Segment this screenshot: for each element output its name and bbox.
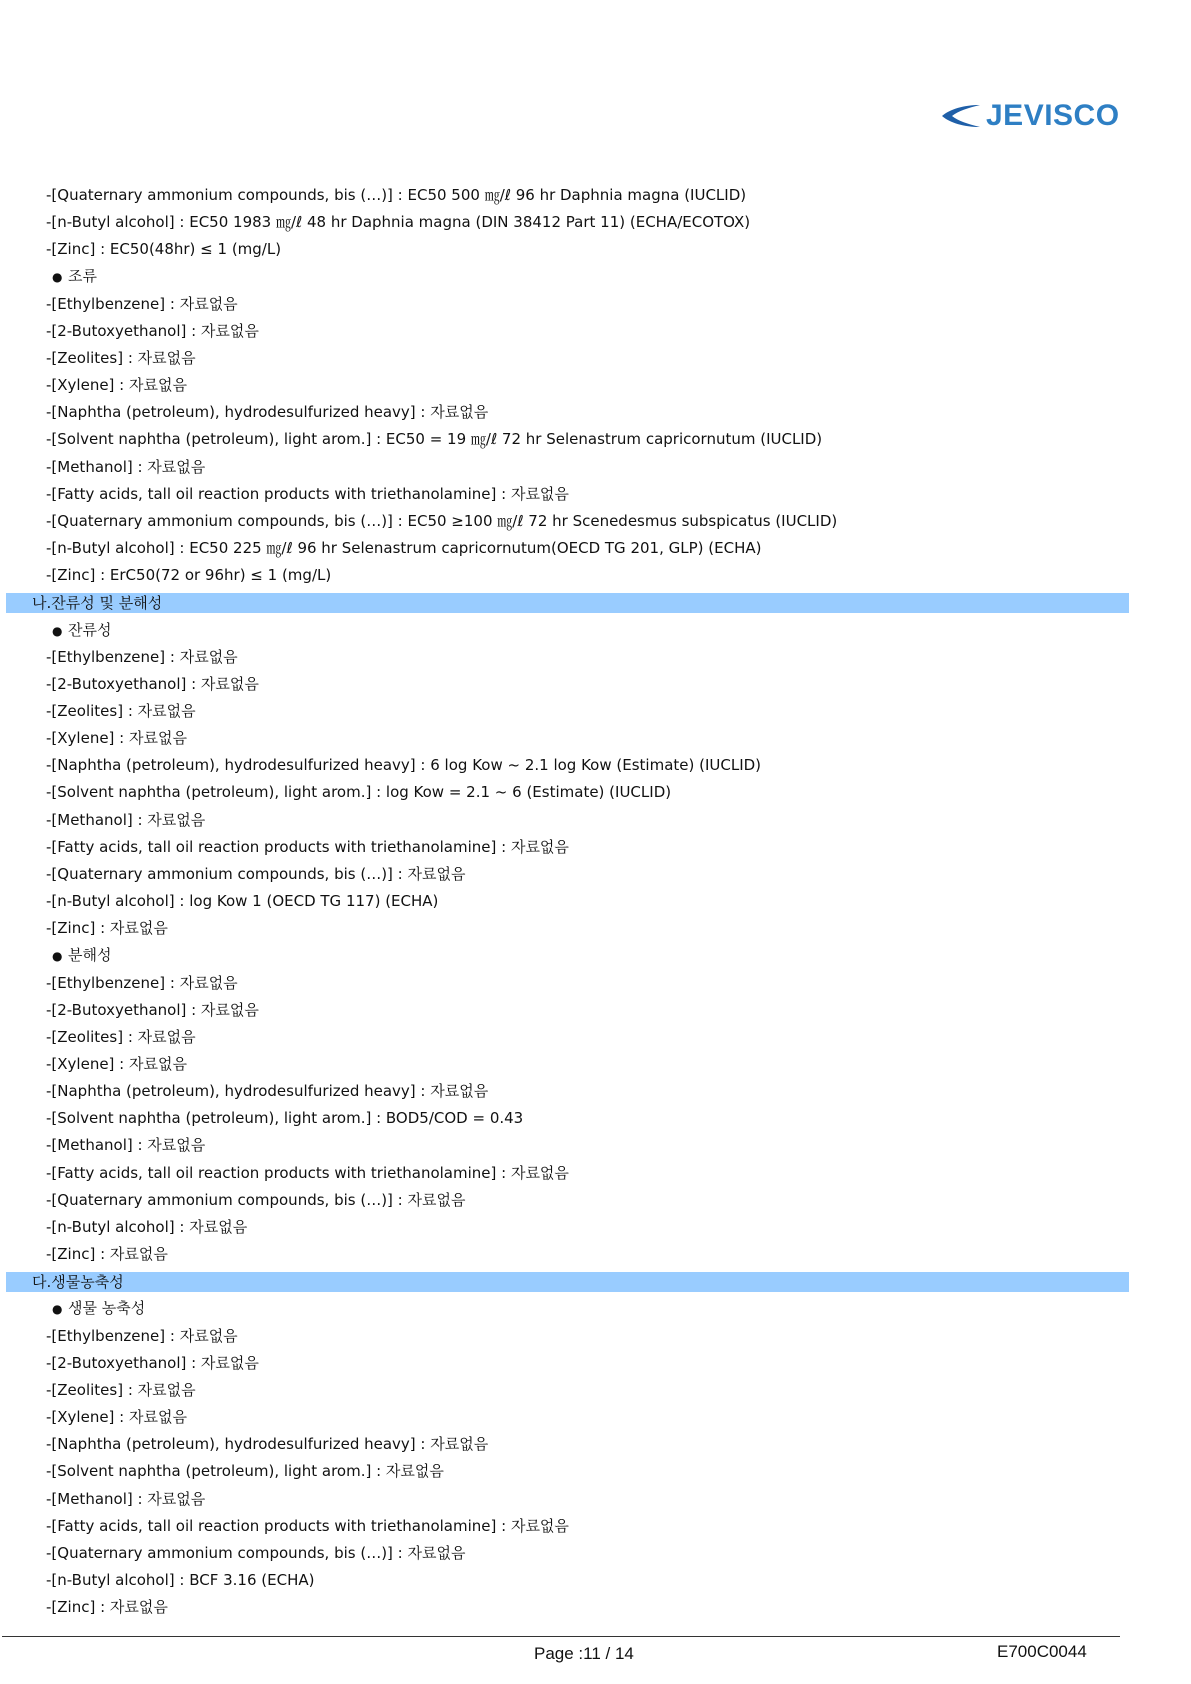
row-text: -[Zinc] : ErC50(72 or 96hr) ≤ 1 (mg/L) xyxy=(46,566,332,585)
subsection-bullet xyxy=(0,1295,1191,1322)
list-item xyxy=(0,372,1191,399)
list-item xyxy=(0,888,1191,915)
row-text: -[2-Butoxyethanol] : 자료없음 xyxy=(46,1000,259,1019)
row-text: -[Zeolites] : 자료없음 xyxy=(46,1027,196,1046)
footer-divider xyxy=(2,1636,1120,1637)
list-item xyxy=(0,535,1191,562)
list-item xyxy=(0,562,1191,589)
list-item xyxy=(0,1540,1191,1567)
list-item xyxy=(0,779,1191,806)
list-item xyxy=(0,644,1191,671)
row-text: 나.잔류성 및 분해성 xyxy=(32,593,163,612)
row-text: -[Naphtha (petroleum), hydrodesulfurized heavy] : 자료없음 xyxy=(46,1082,489,1101)
list-item xyxy=(0,209,1191,236)
row-text: -[Xylene] : 자료없음 xyxy=(46,376,187,395)
list-item xyxy=(0,997,1191,1024)
bullet-dot-icon: ● xyxy=(52,1302,63,1317)
row-text: -[Naphtha (petroleum), hydrodesulfurized heavy] : 자료없음 xyxy=(46,403,489,422)
list-item xyxy=(0,1078,1191,1105)
list-item xyxy=(0,970,1191,997)
company-logo xyxy=(940,96,1125,136)
list-item xyxy=(0,1404,1191,1431)
row-text: -[Zinc] : EC50(48hr) ≤ 1 (mg/L) xyxy=(46,240,282,259)
list-item xyxy=(0,291,1191,318)
bullet-dot-icon: ● xyxy=(52,623,63,638)
row-text: -[Quaternary ammonium compounds, bis (…)] : 자료없음 xyxy=(46,864,466,883)
subsection-bullet xyxy=(0,942,1191,969)
row-text: -[Quaternary ammonium compounds, bis (…)] : 자료없음 xyxy=(46,1543,466,1562)
list-item xyxy=(0,861,1191,888)
row-text: -[Methanol] : 자료없음 xyxy=(46,810,206,829)
row-text: 생물 농축성 xyxy=(68,1299,146,1318)
row-text: -[n-Butyl alcohol] : BCF 3.16 (ECHA) xyxy=(46,1570,315,1589)
list-item xyxy=(0,1377,1191,1404)
list-item xyxy=(0,1105,1191,1132)
list-item xyxy=(0,1160,1191,1187)
list-item xyxy=(0,1513,1191,1540)
row-text: 분해성 xyxy=(68,946,112,965)
row-text: -[Zinc] : 자료없음 xyxy=(46,919,168,938)
row-text: -[Naphtha (petroleum), hydrodesulfurized heavy] : 6 log Kow ~ 2.1 log Kow (Estimate) (IUCLID) xyxy=(46,756,762,775)
list-item xyxy=(0,1051,1191,1078)
subsection-bullet xyxy=(0,263,1191,290)
row-text: -[Fatty acids, tall oil reaction products with triethanolamine] : 자료없음 xyxy=(46,1163,569,1182)
row-text: -[Xylene] : 자료없음 xyxy=(46,729,187,748)
row-text: -[Naphtha (petroleum), hydrodesulfurized heavy] : 자료없음 xyxy=(46,1435,489,1454)
row-text: -[Ethylbenzene] : 자료없음 xyxy=(46,973,238,992)
list-item xyxy=(0,318,1191,345)
row-text: -[Methanol] : 자료없음 xyxy=(46,457,206,476)
list-item xyxy=(0,454,1191,481)
row-text: -[n-Butyl alcohol] : EC50 225 ㎎/ℓ 96 hr Selenastrum capricornutum(OECD TG 201, GLP) (ECHA) xyxy=(46,539,762,558)
list-item xyxy=(0,426,1191,453)
section-heading xyxy=(6,1272,1129,1292)
list-item xyxy=(0,671,1191,698)
list-item xyxy=(0,1132,1191,1159)
list-item xyxy=(0,508,1191,535)
row-text: -[Fatty acids, tall oil reaction products with triethanolamine] : 자료없음 xyxy=(46,484,569,503)
row-text: -[Ethylbenzene] : 자료없음 xyxy=(46,1326,238,1345)
row-text: -[Xylene] : 자료없음 xyxy=(46,1408,187,1427)
row-text: -[Methanol] : 자료없음 xyxy=(46,1489,206,1508)
row-text: -[Solvent naphtha (petroleum), light arom.] : BOD5/COD = 0.43 xyxy=(46,1109,524,1128)
row-text: -[Fatty acids, tall oil reaction products with triethanolamine] : 자료없음 xyxy=(46,1516,569,1535)
row-text: -[Solvent naphtha (petroleum), light arom.] : log Kow = 2.1 ~ 6 (Estimate) (IUCLID) xyxy=(46,783,672,802)
row-text: -[Ethylbenzene] : 자료없음 xyxy=(46,647,238,666)
row-text: -[Quaternary ammonium compounds, bis (…)] : EC50 ≥100 ㎎/ℓ 72 hr Scenedesmus subspicatus (IUCLID) xyxy=(46,511,838,530)
logo-wordmark: JEVISCO xyxy=(986,99,1120,132)
row-text: 잔류성 xyxy=(68,620,112,639)
row-text: -[Zinc] : 자료없음 xyxy=(46,1245,168,1264)
subsection-bullet xyxy=(0,617,1191,644)
list-item xyxy=(0,698,1191,725)
list-item xyxy=(0,182,1191,209)
list-item xyxy=(0,1486,1191,1513)
list-item xyxy=(0,725,1191,752)
row-text: 조류 xyxy=(68,267,97,286)
row-text: -[n-Butyl alcohol] : EC50 1983 ㎎/ℓ 48 hr Daphnia magna (DIN 38412 Part 11) (ECHA/ECOTOX) xyxy=(46,213,751,232)
list-item xyxy=(0,915,1191,942)
section-heading xyxy=(6,593,1129,613)
list-item xyxy=(0,1187,1191,1214)
row-text: -[Zeolites] : 자료없음 xyxy=(46,348,196,367)
list-item xyxy=(0,834,1191,861)
list-item xyxy=(0,1350,1191,1377)
row-text: -[Zeolites] : 자료없음 xyxy=(46,701,196,720)
list-item xyxy=(0,236,1191,263)
list-item xyxy=(0,1458,1191,1485)
document-code: E700C0044 xyxy=(997,1642,1087,1661)
bullet-dot-icon: ● xyxy=(52,949,63,964)
row-text: -[Solvent naphtha (petroleum), light arom.] : EC50 = 19 ㎎/ℓ 72 hr Selenastrum capricornutum (IUCLID) xyxy=(46,430,823,449)
document-body xyxy=(0,182,1191,1621)
row-text: -[n-Butyl alcohol] : log Kow 1 (OECD TG 117) (ECHA) xyxy=(46,892,439,911)
page-number: Page :11 / 14 xyxy=(534,1644,634,1663)
list-item xyxy=(0,1567,1191,1594)
row-text: -[Fatty acids, tall oil reaction products with triethanolamine] : 자료없음 xyxy=(46,837,569,856)
list-item xyxy=(0,1024,1191,1051)
list-item xyxy=(0,1323,1191,1350)
row-text: -[Quaternary ammonium compounds, bis (…)] : EC50 500 ㎎/ℓ 96 hr Daphnia magna (IUCLID) xyxy=(46,186,747,204)
list-item xyxy=(0,1214,1191,1241)
list-item xyxy=(0,752,1191,779)
swoosh-logo-icon xyxy=(940,102,982,130)
row-text: -[Zeolites] : 자료없음 xyxy=(46,1380,196,1399)
row-text: -[Zinc] : 자료없음 xyxy=(46,1598,168,1617)
row-text: 다.생물농축성 xyxy=(32,1272,124,1291)
list-item xyxy=(0,345,1191,372)
list-item xyxy=(0,807,1191,834)
list-item xyxy=(0,481,1191,508)
row-text: -[Ethylbenzene] : 자료없음 xyxy=(46,294,238,313)
row-text: -[Xylene] : 자료없음 xyxy=(46,1055,187,1073)
row-text: -[n-Butyl alcohol] : 자료없음 xyxy=(46,1217,248,1236)
row-text: -[2-Butoxyethanol] : 자료없음 xyxy=(46,674,259,693)
list-item xyxy=(0,399,1191,426)
row-text: -[2-Butoxyethanol] : 자료없음 xyxy=(46,1353,259,1372)
list-item xyxy=(0,1594,1191,1621)
row-text: -[Methanol] : 자료없음 xyxy=(46,1136,206,1155)
list-item xyxy=(0,1431,1191,1458)
list-item xyxy=(0,1241,1191,1268)
bullet-dot-icon: ● xyxy=(52,270,63,285)
row-text: -[Quaternary ammonium compounds, bis (…)] : 자료없음 xyxy=(46,1190,466,1209)
row-text: -[2-Butoxyethanol] : 자료없음 xyxy=(46,321,259,340)
row-text: -[Solvent naphtha (petroleum), light arom.] : 자료없음 xyxy=(46,1462,444,1481)
